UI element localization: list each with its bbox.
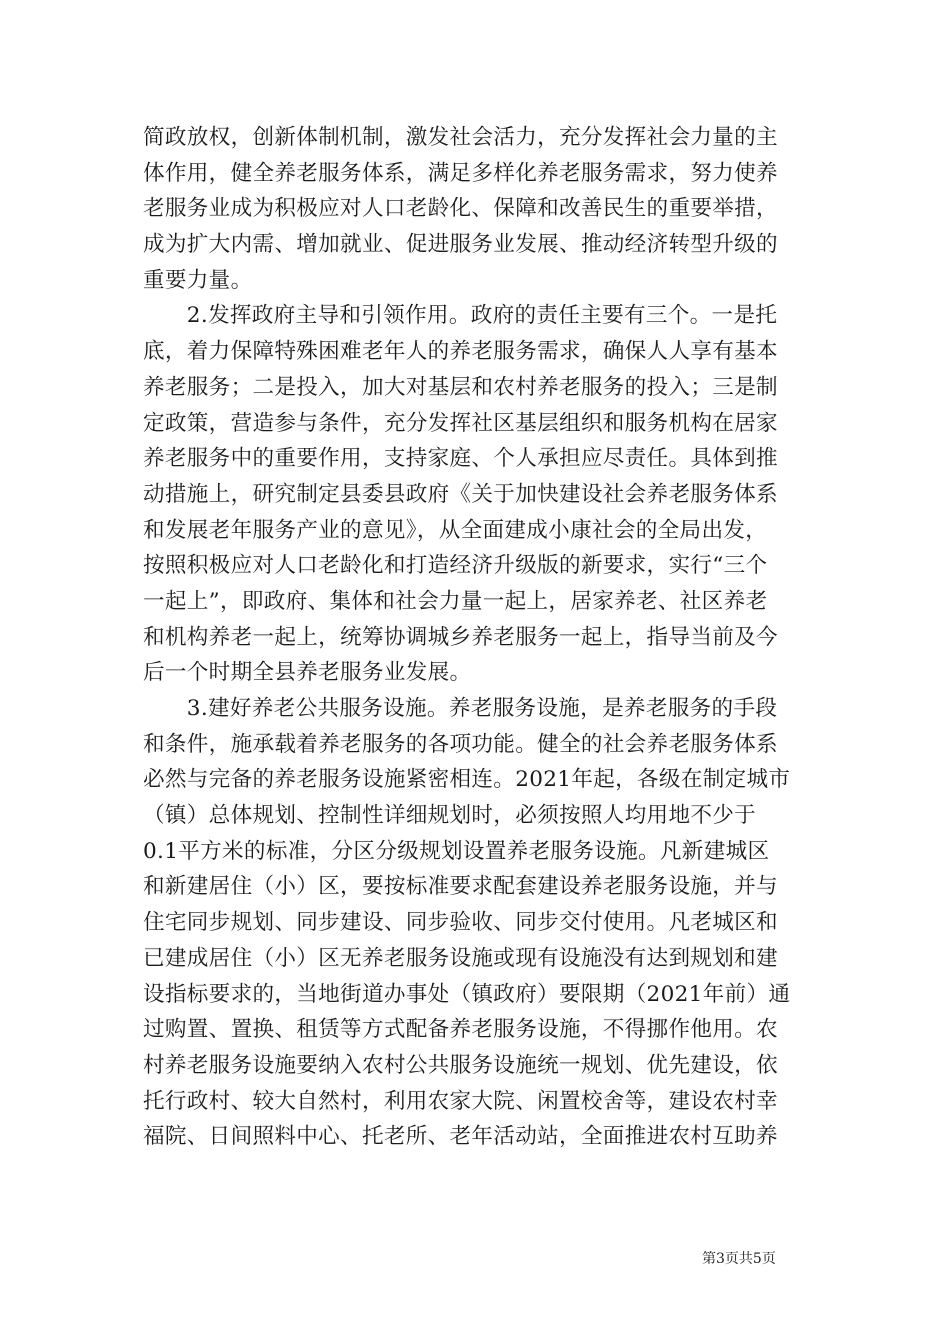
- text-line: 福院、日间照料中心、托老所、老年活动站，全面推进农村互助养: [143, 1124, 778, 1150]
- text-line: 简政放权，创新体制机制，激发社会活力，充分发挥社会力量的主: [143, 125, 778, 150]
- body-text: [143, 120, 807, 1155]
- text-line: 必然与完备的养老服务设施紧密相连。2021年起，各级在制定城市: [143, 767, 791, 793]
- text-line: 养老服务中的重要作用，支持家庭、个人承担应尽责任。具体到推: [143, 446, 778, 472]
- text-line: 定政策，营造参与条件，充分发挥社区基层组织和服务机构在居家: [143, 410, 778, 436]
- text-line: 过购置、置换、租赁等方式配备养老服务设施，不得挪作他用。农: [143, 1017, 778, 1043]
- page-number-footer: 第3页共5页: [702, 1251, 776, 1267]
- text-line: 设指标要求的，当地街道办事处（镇政府）要限期（2021年前）通: [143, 981, 791, 1007]
- text-line: 老服务业成为积极应对人口老龄化、保障和改善民生的重要举措，: [143, 196, 778, 222]
- text-line: 重要力量。: [143, 267, 253, 293]
- text-line: 3.建好养老公共服务设施。养老服务设施，是养老服务的手段: [143, 696, 778, 721]
- text-line: （镇）总体规划、控制性详细规划时，必须按照人均用地不少于: [143, 803, 757, 829]
- text-line: 按照积极应对人口老龄化和打造经济升级版的新要求，实行“三个: [143, 553, 768, 579]
- text-line: 成为扩大内需、增加就业、促进服务业发展、推动经济转型升级的: [143, 232, 778, 258]
- text-line: 已建成居住（小）区无养老服务设施或现有设施没有达到规划和建: [143, 945, 778, 971]
- text-line: 2.发挥政府主导和引领作用。政府的责任主要有三个。一是托: [143, 303, 778, 329]
- text-line: 托行政村、较大自然村，利用农家大院、闲置校舍等，建设农村幸: [143, 1088, 778, 1114]
- text-line: 和条件，施承载着养老服务的各项功能。健全的社会养老服务体系: [143, 731, 778, 757]
- text-line: 底，着力保障特殊困难老年人的养老服务需求，确保人人享有基本: [143, 339, 778, 365]
- text-line: 动措施上，研究制定县委县政府《关于加快建设社会养老服务体系: [143, 481, 778, 507]
- text-line: 和机构养老一起上，统筹协调城乡养老服务一起上，指导当前及今: [143, 624, 778, 650]
- text-line: 和发展老年服务产业的意见》，从全面建成小康社会的全局出发，: [143, 517, 768, 543]
- text-line: 体作用，健全养老服务体系，满足多样化养老服务需求，努力使养: [143, 160, 778, 186]
- text-line: 和新建居住（小）区，要按标准要求配套建设养老服务设施，并与: [143, 874, 778, 900]
- text-line: 0.1平方米的标准，分区分级规划设置养老服务设施。凡新建城区: [143, 838, 770, 864]
- text-line: 住宅同步规划、同步建设、同步验收、同步交付使用。凡老城区和: [143, 910, 778, 936]
- text-line: 村养老服务设施要纳入农村公共服务设施统一规划、优先建设，依: [143, 1052, 778, 1078]
- text-line: 一起上”，即政府、集体和社会力量一起上，居家养老、社区养老: [143, 588, 768, 614]
- text-line: 后一个时期全县养老服务业发展。: [143, 660, 472, 686]
- text-line: 养老服务；二是投入，加大对基层和农村养老服务的投入；三是制: [143, 374, 778, 400]
